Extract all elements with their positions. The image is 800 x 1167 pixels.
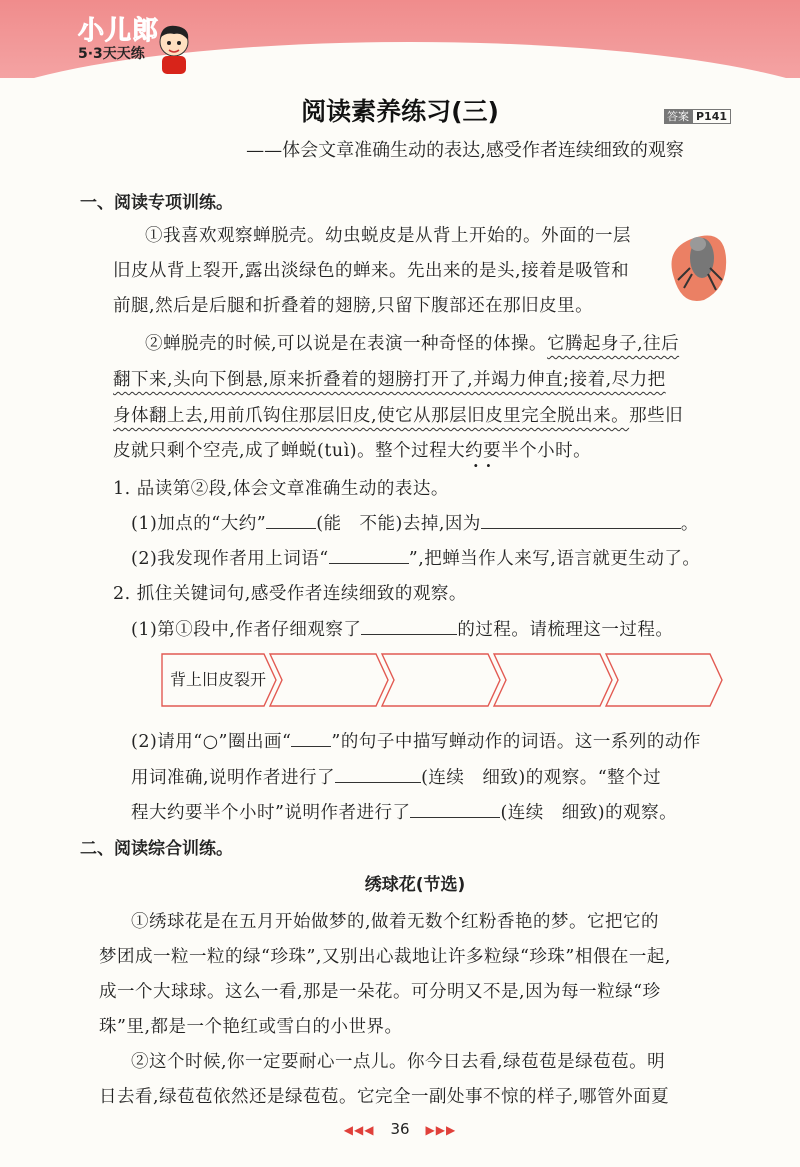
passage1-line: 前腿,然后是后腿和折叠着的翅膀,只留下腹部还在那旧皮里。: [113, 296, 594, 316]
page-title: 阅读素养练习(三): [301, 97, 499, 126]
story-line: 日去看,绿苞苞依然还是绿苞苞。它完全一副处事不惊的样子,哪管外面夏: [99, 1087, 670, 1107]
flow-step-4: [494, 654, 612, 706]
emphasis-dots: ··: [473, 456, 499, 475]
story-line: ②这个时候,你一定要耐心一点儿。你今日去看,绿苞苞是绿苞苞。明: [131, 1052, 666, 1072]
wavy-underlined-text: 翻下来,头向下倒悬,原来折叠着的翅膀打开了,并竭力伸直;接着,尽力把: [113, 370, 666, 390]
answer-blank[interactable]: [329, 549, 409, 564]
question-text: (连续 细致)的观察。: [500, 803, 678, 823]
plain-text: ②蝉脱壳的时候,可以说是在表演一种奇怪的体操。: [145, 334, 548, 354]
story-line: ①绣球花是在五月开始做梦的,做着无数个红粉香艳的梦。它把它的: [131, 912, 660, 932]
passage1-line: ①我喜欢观察蝉脱壳。幼虫蜕皮是从背上开始的。外面的一层: [145, 226, 631, 246]
cicada-illustration-icon: [664, 218, 734, 306]
logo-text: 小儿郎: [78, 16, 160, 46]
question-line: [131, 799, 677, 824]
brand-logo: [78, 10, 159, 63]
story-line: 成一个大球球。这么一看,那是一朵花。可分明又不是,因为每一粒绿“珍: [99, 982, 661, 1002]
passage1-line: [145, 330, 679, 355]
question-text: (2)我发现作者用上词语“: [131, 549, 329, 569]
question-text: (能 不能)去掉,因为: [316, 514, 481, 534]
answer-blank[interactable]: [410, 803, 500, 818]
question-text: (连续 细致)的观察。“整个过: [421, 768, 662, 788]
question-line: [131, 764, 661, 789]
question-stem: 2. 抓住关键词句,感受作者连续细致的观察。: [113, 584, 467, 604]
answer-blank[interactable]: [361, 620, 457, 635]
question-text: ”的句子中描写蝉动作的词语。这一系列的动作: [331, 732, 701, 752]
question-text: 用词准确,说明作者进行了: [131, 768, 336, 788]
story-line: 珠”里,都是一个艳红或雪白的小世界。: [99, 1017, 403, 1037]
answer-blank[interactable]: [266, 514, 316, 529]
question-text: 。: [680, 514, 699, 534]
answer-blank[interactable]: [335, 768, 421, 783]
right-arrows-icon: ▶▶▶: [425, 1123, 457, 1137]
passage1-line: 旧皮从背上裂开,露出淡绿色的蝉来。先出来的是头,接着是吸管和: [113, 261, 630, 281]
page-number: 36: [390, 1120, 410, 1138]
flow-step-1-label: 背上旧皮裂开: [170, 670, 267, 689]
passage1-line: [113, 402, 683, 427]
flow-step-2: [270, 654, 388, 706]
question-text: 程大约要半个小时”说明作者进行了: [131, 803, 411, 823]
page-footer: [0, 1120, 800, 1138]
passage1-line: [113, 366, 666, 391]
question-line: [131, 510, 699, 535]
page-subtitle: ——体会文章准确生动的表达,感受作者连续细致的观察: [246, 140, 684, 161]
question-line: [131, 728, 701, 753]
wavy-underlined-text: 身体翻上去,用前爪钩住那层旧皮,使它从那层旧皮里完全脱出来。: [113, 406, 630, 426]
question-text: (1)加点的“大约”: [131, 514, 267, 534]
answer-blank[interactable]: [481, 514, 681, 529]
passage1-line: 皮就只剩个空壳,成了蝉蜕(tuì)。整个过程大约要半个小时。: [113, 441, 592, 461]
question-text: ”,把蝉当作人来写,语言就更生动了。: [408, 549, 701, 569]
section-heading-1: 一、阅读专项训练。: [80, 193, 233, 213]
flow-step-5: [606, 654, 722, 706]
story-line: 梦团成一粒一粒的绿“珍珠”,又别出心裁地让许多粒绿“珍珠”相偎在一起,: [99, 947, 671, 967]
story-title: 绣球花(节选): [364, 875, 466, 895]
question-text: 的过程。请梳理这一过程。: [457, 620, 674, 640]
left-arrows-icon: ◀◀◀: [343, 1123, 375, 1137]
answer-reference: [664, 108, 731, 124]
question-text: (2)请用“○”圈出画“: [131, 732, 292, 752]
section-heading-2: 二、阅读综合训练。: [80, 839, 233, 859]
question-line: [131, 616, 673, 641]
answer-page: P141: [692, 109, 731, 124]
logo-subtext: 5·3天天练: [78, 46, 145, 62]
answer-tag: 答案: [664, 109, 692, 124]
question-line: [131, 545, 700, 570]
wavy-underlined-text: 它腾起身子,往后: [547, 334, 680, 354]
mascot-boy-icon: [152, 22, 196, 74]
question-text: (1)第①段中,作者仔细观察了: [131, 620, 362, 640]
plain-text: 那些旧: [629, 406, 684, 426]
flow-step-3: [382, 654, 500, 706]
question-stem: 1. 品读第②段,体会文章准确生动的表达。: [113, 479, 449, 499]
answer-blank[interactable]: [291, 732, 331, 747]
